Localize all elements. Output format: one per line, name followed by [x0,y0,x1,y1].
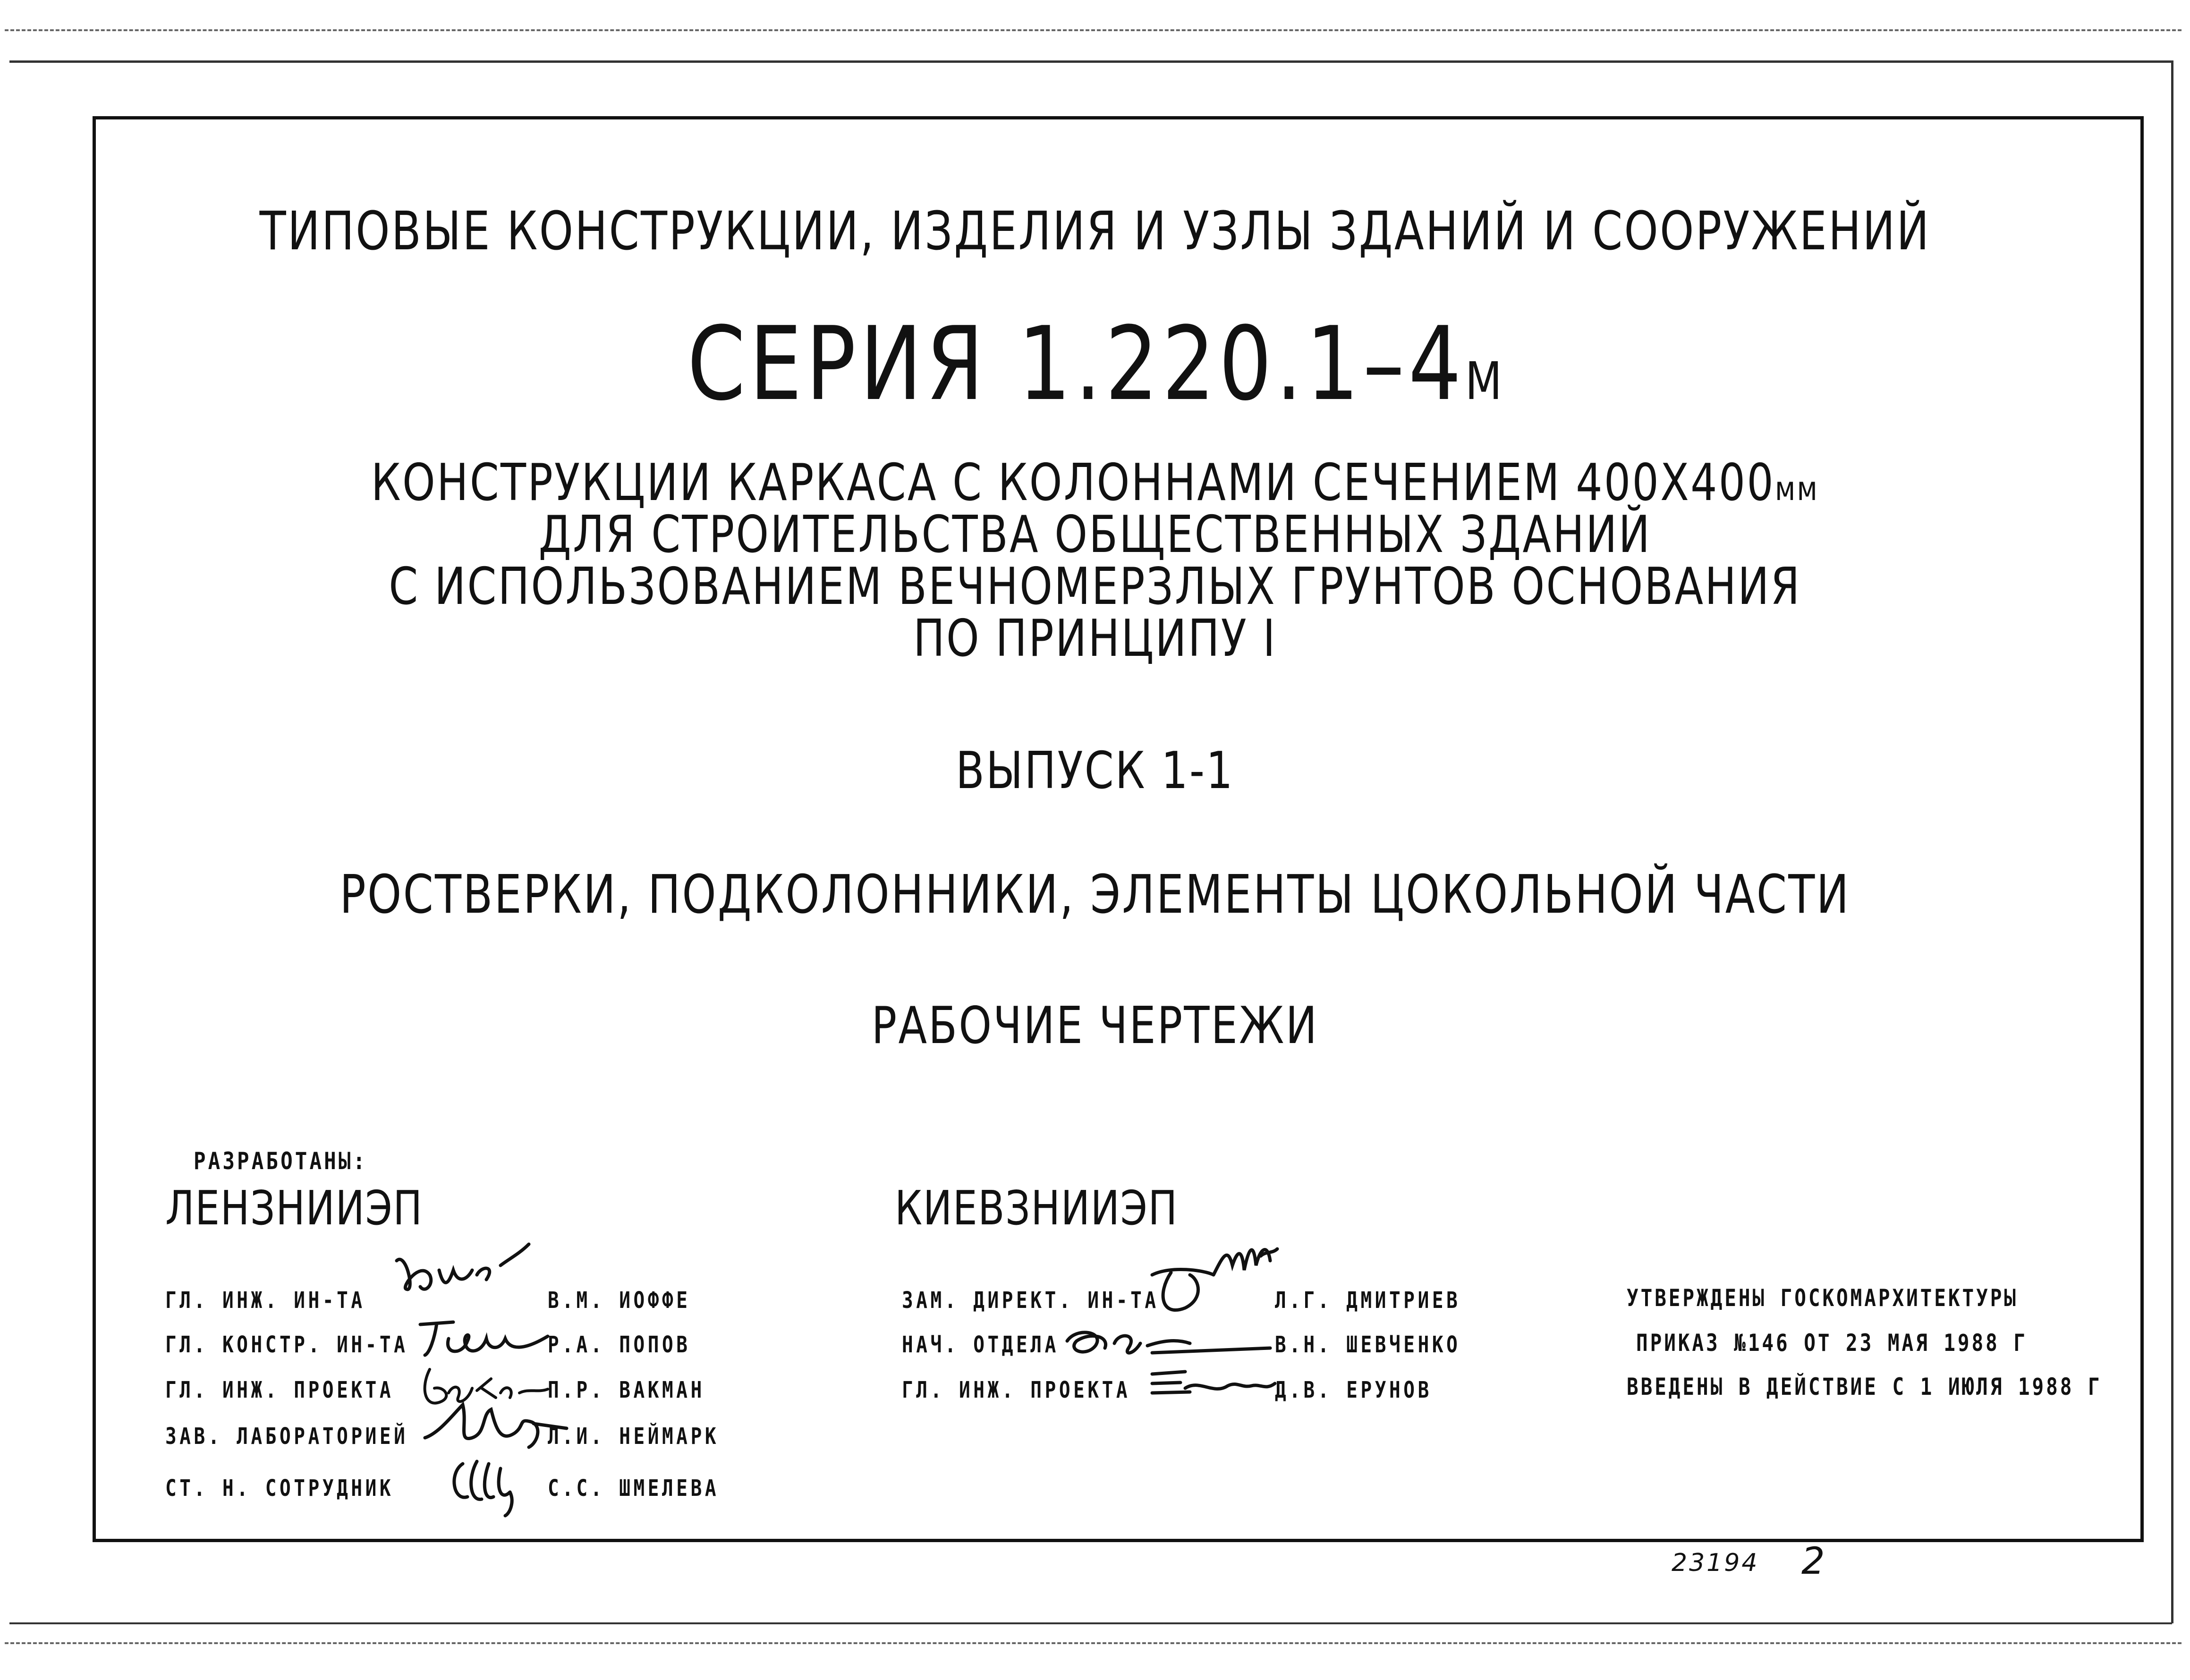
org1-name: ЛЕНЗНИИЭП [165,1180,423,1236]
org2-role-2: НАЧ. ОТДЕЛА [902,1332,1059,1358]
org1-role-1: ГЛ. ИНЖ. ИН-ТА [165,1287,365,1314]
org1-person-3: П.Р. ВАКМАН [548,1377,705,1403]
signature-shmeleva [444,1450,529,1520]
approval-line-3: ВВЕДЕНЫ В ДЕЙСТВИЕ С 1 ИЮЛЯ 1988 Г [1627,1373,2102,1400]
cut-line-top [5,29,2182,31]
signature-ioffe [387,1242,567,1308]
doc-type-title: РАБОЧИЕ ЧЕРТЕЖИ [871,996,1319,1055]
description-line-3: С ИСПОЛЬЗОВАНИЕМ ВЕЧНОМЕРЗЛЫХ ГРУНТОВ ОСНОВАНИЯ [389,557,1801,616]
org1-role-5: СТ. Н. СОТРУДНИК [165,1475,394,1502]
description-line-2: ДЛЯ СТРОИТЕЛЬСТВА ОБЩЕСТВЕННЫХ ЗДАНИЙ [538,505,1652,564]
signature-shevchenko [1058,1322,1275,1365]
developed-label: РАЗРАБОТАНЫ: [194,1147,368,1175]
approval-line-2: ПРИКАЗ №146 ОТ 23 МАЯ 1988 Г [1636,1329,2028,1357]
signature-erunov [1143,1360,1284,1402]
org2-person-3: Д.В. ЕРУНОВ [1275,1377,1432,1403]
description-unit: мм [1774,469,1819,508]
sheet-edge-top [9,60,2172,63]
issue-title: ВЫПУСК 1-1 [956,741,1234,800]
series-suffix: М [1465,351,1503,411]
org1-person-1: В.М. ИОФФЕ [548,1287,691,1314]
sheet-edge-bottom [9,1622,2172,1624]
sheet-edge-right [2171,60,2173,1623]
signature-neymark [420,1395,571,1457]
org1-person-4: Л.И. НЕЙМАРК [548,1423,720,1450]
org1-role-3: ГЛ. ИНЖ. ПРОЕКТА [165,1377,394,1403]
sheet-number: 2 [1801,1540,1825,1583]
inventory-number: 23194 [1672,1549,1759,1577]
series-number: СЕРИЯ 1.220.1–4 [687,305,1465,423]
cut-line-bottom [5,1642,2182,1644]
org2-person-1: Л.Г. ДМИТРИЕВ [1275,1287,1461,1314]
org1-role-4: ЗАВ. ЛАБОРАТОРИЕЙ [165,1423,408,1450]
org2-role-1: ЗАМ. ДИРЕКТ. ИН-ТА [902,1287,1159,1314]
org2-role-3: ГЛ. ИНЖ. ПРОЕКТА [902,1377,1131,1403]
org1-person-2: Р.А. ПОПОВ [548,1332,691,1358]
description-line-1-text: КОНСТРУКЦИИ КАРКАСА С КОЛОННАМИ СЕЧЕНИЕМ 400Х400 [371,453,1775,512]
description-line-4: ПО ПРИНЦИПУ I [913,609,1277,668]
org1-role-2: ГЛ. КОНСТР. ИН-ТА [165,1332,408,1358]
approval-line-1: УТВЕРЖДЕНЫ ГОСКОМАРХИТЕКТУРЫ [1627,1284,2018,1312]
org2-name: КИЕВЗНИИЭП [895,1180,1178,1236]
description-line-1 [197,453,1993,512]
signature-dmitriev [1143,1237,1303,1322]
signature-popov [411,1310,552,1362]
header-title: ТИПОВЫЕ КОНСТРУКЦИИ, ИЗДЕЛИЯ И УЗЛЫ ЗДАНИЙ И СООРУЖЕНИЙ [259,201,1931,262]
org1-person-5: С.С. ШМЕЛЕВА [548,1475,720,1502]
subject-title: РОСТВЕРКИ, ПОДКОЛОННИКИ, ЭЛЕМЕНТЫ ЦОКОЛЬНОЙ ЧАСТИ [340,864,1850,925]
series-title [197,305,1993,423]
org2-person-2: В.Н. ШЕВЧЕНКО [1275,1332,1461,1358]
